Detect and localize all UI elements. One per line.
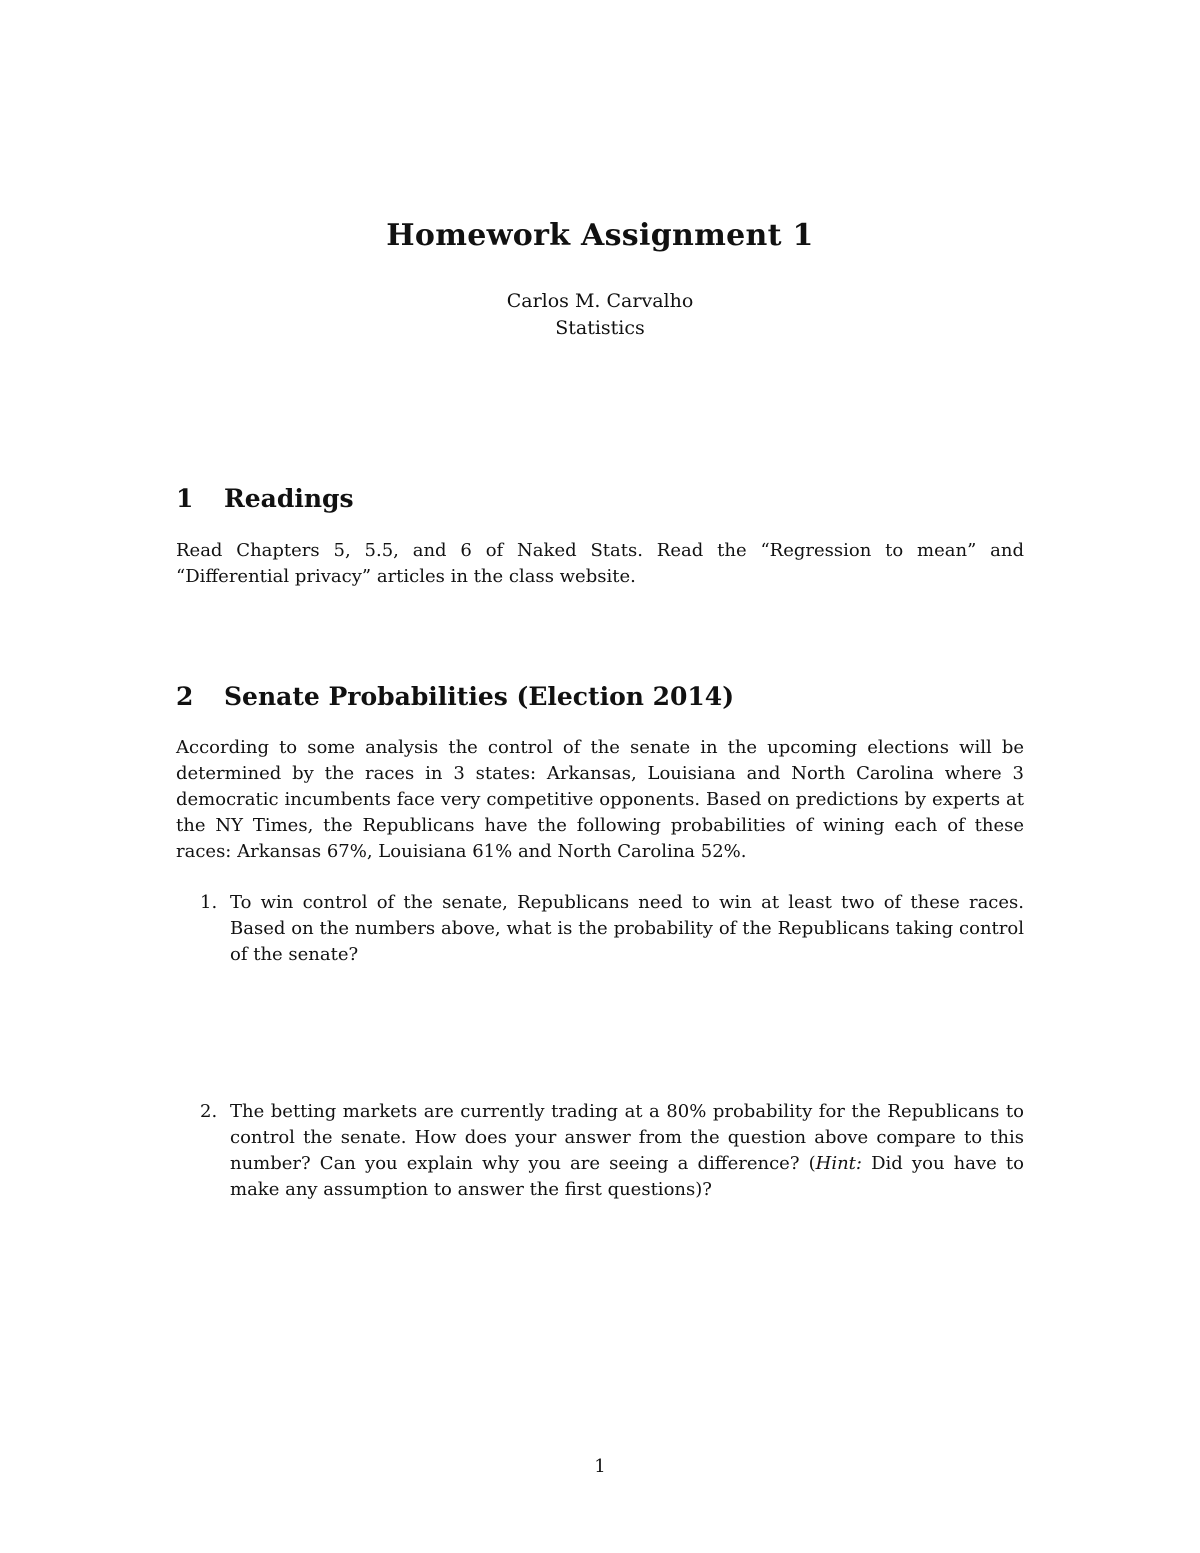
question-text: To win control of the senate, Republicans need to win at least two of these races. Based on the numbers above, what is the probability of the Republicans taking control of the senate? bbox=[230, 892, 1024, 965]
list-marker: 1. bbox=[200, 892, 218, 913]
list-marker: 2. bbox=[200, 1101, 218, 1122]
course-name: Statistics bbox=[555, 317, 645, 339]
author-block bbox=[0, 288, 1200, 342]
page-number: 1 bbox=[594, 1456, 606, 1477]
hint-label: Hint: bbox=[815, 1153, 862, 1174]
section-number: 2 bbox=[176, 682, 194, 711]
question-text-continued: Did you have to make any assumption to answer the first questions)? bbox=[230, 1153, 1024, 1200]
question-text: The betting markets are currently trading at a 80% probability for the Republicans to control the senate. How does your answer from the question above compare to this number? Can you explain why you are seeing a difference? ( bbox=[230, 1101, 1024, 1174]
question-item bbox=[200, 890, 1024, 968]
section-heading-senate bbox=[176, 682, 734, 711]
section-title: Senate Probabilities (Election 2014) bbox=[224, 682, 735, 711]
section-heading-readings bbox=[176, 484, 354, 513]
section-number: 1 bbox=[176, 484, 194, 513]
senate-paragraph: According to some analysis the control of the senate in the upcoming elections will be determined by the races in 3 states: Arkansas, Louisiana and North Carolina where 3 democratic incumbents face very competitive opponents. Based on predictions by experts at the NY Times, the Republicans have the following probabilities of wining each of these races: Arkansas 67%, Louisiana 61% and North Carolina 52%. bbox=[176, 737, 1024, 862]
section-title: Readings bbox=[224, 484, 354, 513]
question-item bbox=[200, 1099, 1024, 1203]
author-name: Carlos M. Carvalho bbox=[506, 290, 694, 312]
readings-paragraph: Read Chapters 5, 5.5, and 6 of Naked Stats. Read the “Regression to mean” and “Differential privacy” articles in the class website. bbox=[176, 540, 1024, 587]
document-title: Homework Assignment 1 bbox=[386, 218, 814, 253]
